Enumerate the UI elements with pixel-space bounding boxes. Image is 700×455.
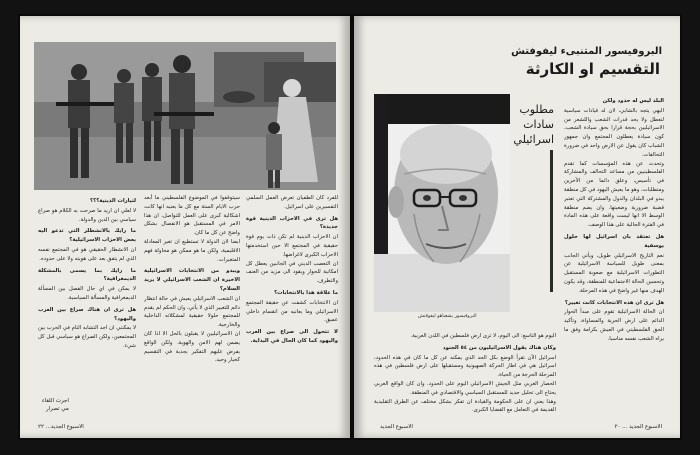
interview-question: ما رايك بما يسمى بالمشكلة الديمغرافية؟ [38, 267, 136, 283]
interview-question: هل ترى في الاحزاب الدينية قوة جديدة؟ [246, 215, 338, 231]
right-page [354, 16, 680, 438]
interview-question: هل ترى ان هناك صراع بين العرب واليهود؟ [38, 306, 136, 322]
body-paragraph: نعم التاريخ الاسرائيلي طويل، ويأتي الجانب بمعنى طويل للسياسة الاسرائيلية عن التطورات الاسرائيلية مع صعوبة المستقبل وتحسين الحالة الاجتماعية للمنطقة، وقد يكون الهدف منها غير واضح في هذه المرحلة. [564, 252, 664, 294]
pull-quote-line: مطلوب [519, 103, 554, 116]
pull-quote-line: سادات [523, 118, 554, 131]
pull-quote-rule [550, 150, 553, 292]
body-paragraph: وتحدث عن هذه المؤسسات كما تقدم الفلسطينيين من مساعد التحالف والمشاركة في تأسيس، وعلق دائما من الآخرين ومتطلبات، وهو ما يعيش اليهود في كل منطقة يبدو في البلدان والدول والمشتركة التي تعتبر قضية ضرورية وضعيتها. وان يضم منطقة الوسط الا انها ليست واقعة على هذه المادة في الفترة الحالية على هذا الوصف. [564, 160, 664, 229]
pull-quote [514, 102, 554, 147]
body-paragraph: ان الشعب الاسرائيلي يعيش في حالة انتظار دائم للتغيير الذي لا يأتي، وان الحكم لم يقدم للمجتمع حلولا حقيقية لمشكلاته الداخلية والخارجية. [144, 295, 240, 329]
body-paragraph: ان الانشطار الحقيقي هو في المجتمع نفسه الذي لم يتفق بعد على هويته ولا على حدوده. [38, 246, 136, 262]
body-paragraph: اسرائيل الآن تقرأ الوضع بكل الحد الذي يمكنه عن كل ما كان في هذه الحدود، اسرائيل هي في اطار الحركة الصهيونية ومستقبلها على ارض فلسطين في هذه المرحلة الحرجة من الحياة. [374, 354, 556, 379]
interview-question: لا تتحول الى صراع بين العرب واليهود كما كان الحال في البداية. [246, 329, 338, 344]
left-page-footer: الاسبوع الجديد... ٢٢ [38, 424, 84, 430]
soldiers-photo [34, 42, 336, 190]
page-gutter [350, 14, 354, 440]
left-author-label: اجرت اللقاء [42, 398, 69, 404]
body-paragraph: ايضا لان الدولة لا تستطيع ان تغير المعادلة الاقليمية، ولكن ما هو ممكن هو محاولة فهم المتغيرات. [144, 238, 240, 263]
interview-question: هل ترى ان هذه الانتخابات كانت تغيير؟ [564, 299, 664, 306]
body-paragraph: اليوم هو التاسع: الى اليوم، لا ترى ارض فلسطين في اللدن العربية. [410, 333, 556, 339]
left-page-column-center [144, 194, 240, 406]
body-paragraph: اليهي يتجه بالشابي، لان له قيادات سياسية لتعطل ولا يحد قدرات الشعب واللشعر من الاسرائيليين بحجة قرارا بحق سيادة الشعب، كون سيادة يعطلون المجتمع وان جمهور الشباب كان يقول عن الارض واحد في ضرورة التحالفات. [564, 107, 664, 158]
body-paragraph: للفرد كان الطفيان تعرض العمل السلمي التفسيرين على اسرائيل. [246, 195, 338, 210]
pull-quote-line: اسرائيلي [513, 133, 554, 146]
body-paragraph: لا لعلي ان اريد ما صرحت به الكلام هو صراع سياسي بين الدين والدولة. [38, 207, 136, 223]
magazine-spread [18, 14, 682, 440]
interview-question: وكان هناك يقول الاسرائيليون من ٥٤ الجنود [442, 344, 556, 351]
left-page [20, 16, 350, 438]
right-page-footer: الاسبوع الجديد ... ٢٠ [614, 424, 662, 430]
right-page-footer-center: الاسبوع الجديد [380, 424, 413, 430]
soldiers-photo-illustration [34, 42, 336, 190]
article-supertitle: البروفيسور المتنبىء ليفوفتش [511, 46, 662, 57]
body-paragraph: ان الانتخابات كشفت عن حقيقة المجتمع الاسرائيلي وما يعانيه من انقسام داخلي عميق. [246, 299, 338, 324]
body-paragraph: ان الاحزاب الدينية لم تكن ذات يوم قوة حقيقية في المجتمع الا حين استخدمتها الاحزاب الكبرى لاغراضها. [246, 234, 338, 258]
right-page-column-right [564, 94, 664, 414]
left-page-column-left [38, 194, 136, 394]
interview-question: هل تعتقد بان اسرائيل لها حلول يوسفية [564, 233, 664, 249]
left-page-column-right [246, 194, 338, 406]
portrait-photo [374, 94, 510, 312]
portrait-illustration [374, 94, 510, 312]
interview-question: البلد ليس له حدود ولكن [602, 98, 664, 104]
interview-question: ويبدو من الانتخابات الاسرائيلية الاخيرة ان الشعب الاسرائيلي لا يريد السلام؟ [144, 268, 240, 292]
interview-question: لتيارات الدينية؟؟؟ [90, 198, 136, 204]
interview-question: ما رايك بالانشطلر التي تدعو اليه بعض الاحزاب الاسرائيلية؟ [38, 228, 136, 244]
article-title: التقسيم او الكارثة [525, 60, 660, 78]
body-paragraph: ان التعصب الديني في الجانبين يعطل كل امكانية للحوار ويقود الى مزيد من العنف والتطرف. [246, 260, 338, 285]
body-paragraph: سيتوقفوا في الموضوع الفلسطيني ما أبعد حرب الايام الستة مع كل ما يعنيه انها كانت اشكالية كبرى على العمل للتواصل، ان هذا الامر في المستقبل هو الانفصال بشكل واضح عن كل ما كان. [144, 195, 240, 237]
body-paragraph: ان الحالة الاسرائيلية تقوم على مبدأ الحوار الدائم على ارض الحرية والمساواة، وتأكيد الحق الفلسطيني في العيش بكرامة وفق ما يراه الشعب نفسه مناسبا. [564, 309, 664, 342]
portrait-caption: البروفيسور يشعياهو ليفوفتش [418, 314, 477, 319]
body-paragraph: الحصار الغربي مثل الجيش الاسرائيلي اليوم على الحدود. وان كان الواقع العربي يحتاج الى تحليل جديد للمستقبل السياسي والاقتصادي في المنطقة. [374, 380, 556, 396]
body-paragraph: ان الاسرائيليين لا يقبلون بالحل الا اذا كان يضمن لهم الامن والهوية، ولكن الواقع يفرض عليهم التفكير بجدية في التقسيم كخيار وحيد. [144, 330, 240, 364]
body-paragraph: لا يمكن في اي حال الفصل بين المسألة الديمغرافية والمسألة السياسية. [38, 286, 136, 301]
left-author-name: مي تصرار [46, 406, 69, 412]
right-page-column-left [374, 332, 556, 414]
interview-question: ما علاقة هذا بالانتخابات؟ [274, 289, 338, 296]
body-paragraph: لا يمكنني ان اجد التشابه التام في الحرب بين المجتمعين، ولكن الصراع هو سياسي قبل كل شيء. [38, 325, 136, 349]
body-paragraph: وهذا يعني ان على الحكومة والقيادة ان تفكر بشكل مختلف عن الطرق التقليدية القديمة في التعامل مع القضايا الكبرى. [374, 398, 556, 414]
